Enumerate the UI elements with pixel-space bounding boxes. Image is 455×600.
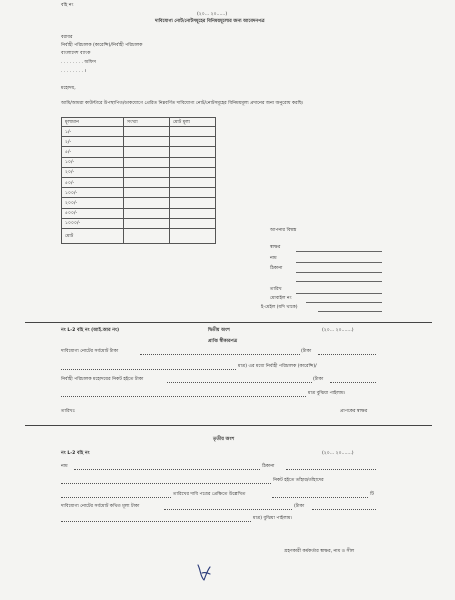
denomination-cell: ১০০/- — [62, 188, 124, 198]
table-row — [62, 167, 216, 177]
table-header-row — [62, 118, 216, 127]
part3-name-label: নাম — [61, 464, 68, 469]
part2-line4-field[interactable] — [61, 396, 306, 397]
part3-date-field[interactable] — [61, 497, 171, 498]
denomination-cell: ১০০০/- — [62, 218, 124, 228]
part3-line2: নিকট হইতে তাঁহার/তাঁহাদের — [273, 478, 324, 483]
handwritten-mark — [195, 562, 213, 584]
addressee-line4: . . . . . . . . । — [61, 69, 87, 74]
count-cell[interactable] — [124, 147, 170, 157]
denomination-cell: ৫০/- — [62, 177, 124, 187]
count-cell[interactable] — [124, 208, 170, 218]
part2-date-label: তারিখঃ — [61, 409, 76, 414]
part2-amount-words-field[interactable] — [318, 354, 376, 355]
part2-line1-b: (টাকা — [301, 349, 312, 354]
header-total-value: মোট মূল্য — [170, 118, 216, 127]
part2-serial-label: নং L-2 বহি নং (আই.আর নং) — [61, 328, 120, 333]
address-field-label: ঠিকানা — [270, 266, 283, 271]
count-cell[interactable] — [124, 137, 170, 147]
denomination-cell: ২/- — [62, 137, 124, 147]
date-field-line[interactable] — [296, 293, 382, 294]
part2-received-words-field[interactable] — [330, 382, 376, 383]
name-field-label: নাম — [270, 256, 277, 261]
section-divider — [25, 322, 432, 323]
mobile-field-label: মোবাইল নং — [270, 296, 292, 301]
denomination-cell: ২০/- — [62, 167, 124, 177]
mobile-field-line[interactable] — [306, 302, 382, 303]
addressee-line1: নির্বাহী পরিচালক (কারেন্সি)/নির্বাহী পরিচালক — [61, 43, 143, 48]
value-cell[interactable] — [170, 208, 216, 218]
form-title: দাবিযোগ্য নোট/নোটসমূহের বিনিময়মূল্যের জন্য আবেদনপত্র — [155, 19, 265, 24]
notes-table — [61, 117, 216, 244]
value-cell[interactable] — [170, 188, 216, 198]
part2-line2: মাত্র) এর মধ্যে নির্বাহী পরিচালক (কারেন্সি)/ — [238, 364, 317, 369]
value-cell[interactable] — [170, 218, 216, 228]
part3-value-words-field[interactable] — [312, 509, 376, 510]
value-cell[interactable] — [170, 137, 216, 147]
part2-amount-field[interactable] — [140, 354, 300, 355]
count-cell[interactable] — [124, 188, 170, 198]
table-row — [62, 127, 216, 137]
denomination-cell: ১/- — [62, 127, 124, 137]
count-cell[interactable] — [124, 198, 170, 208]
value-cell[interactable] — [170, 147, 216, 157]
value-cell[interactable] — [170, 198, 216, 208]
count-cell[interactable] — [124, 167, 170, 177]
part3-line2-field[interactable] — [61, 483, 271, 484]
part3-address-field[interactable] — [286, 469, 376, 470]
table-row — [62, 198, 216, 208]
part3-value-field[interactable] — [164, 509, 292, 510]
total-count-cell[interactable] — [124, 228, 170, 243]
part2-line1-a: দাবিযোগ্য নোটের সর্বমোট টাকা — [61, 349, 119, 354]
signature-field-label: স্বাক্ষর — [270, 245, 281, 250]
part3-line5-field[interactable] — [61, 521, 251, 522]
part3-address-label: ঠিকানা — [262, 464, 275, 469]
denomination-cell: ৫/- — [62, 147, 124, 157]
value-cell[interactable] — [170, 127, 216, 137]
table-row — [62, 147, 216, 157]
total-label-cell: মোট — [62, 228, 124, 243]
email-field-line[interactable] — [318, 311, 382, 312]
table-row — [62, 137, 216, 147]
denomination-cell: ১০/- — [62, 157, 124, 167]
serial-label: বহি নং — [61, 3, 74, 8]
part2-label: দ্বিতীয় অংশ — [208, 328, 230, 333]
part2-year-range: (২০... ২০.......) — [322, 328, 354, 333]
table-row — [62, 188, 216, 198]
email-field-label: ই-মেইল (যদি থাকে) — [261, 305, 298, 310]
officer-signature-label: গ্রহণকারী কর্মকর্তার স্বাক্ষর, নাম ও সীল — [284, 549, 355, 554]
value-cell[interactable] — [170, 177, 216, 187]
denomination-cell: ২০০/- — [62, 198, 124, 208]
section-divider-2 — [25, 425, 432, 426]
count-cell[interactable] — [124, 127, 170, 137]
part3-line3: তারিখের দাবি পত্রের প্রেক্ষিতে উল্লেখিত — [173, 492, 246, 497]
name-field-line[interactable] — [296, 262, 382, 263]
part2-line3-a: নির্বাহী পরিচালক মহোদয়ের নিকট হইতে টাকা — [61, 377, 144, 382]
part3-count-field[interactable] — [272, 497, 368, 498]
date-field-label: তারিখ — [270, 287, 282, 292]
year-range: (২০... ২০......) — [197, 12, 228, 17]
salutation: মহোদয়, — [61, 86, 76, 91]
body-text: আমি/আমরা কাউন্টারে উপস্থাপিত/ডাকযোগে প্রেরিত নিম্নবর্ণিত দাবিযোগ্য নোট/নোটসমূহের বিনিময়মূল্য প্রদানের জন্য অনুরোধ করছি। — [61, 101, 304, 106]
part3-line4-a: দাবিযোগ্য নোটের সর্বমোট কথিত মূল্য টাকা — [61, 504, 140, 509]
part3-line4-b: (টাকা — [294, 504, 305, 509]
addressee-line3: . . . . . . . . অফিস — [61, 60, 97, 65]
count-cell[interactable] — [124, 177, 170, 187]
header-count: সংখ্যা — [124, 118, 170, 127]
value-cell[interactable] — [170, 167, 216, 177]
table-row — [62, 177, 216, 187]
part3-line3-end: টি — [370, 492, 374, 497]
denomination-cell: ৫০০/- — [62, 208, 124, 218]
part3-serial-label: নং L-2 বহি নং — [61, 451, 90, 456]
part3-year-range: (২০... ২০.......) — [322, 451, 354, 456]
part3-name-field[interactable] — [74, 469, 260, 470]
signature-field-line[interactable] — [296, 251, 382, 252]
total-value-cell[interactable] — [170, 228, 216, 243]
count-cell[interactable] — [124, 218, 170, 228]
count-cell[interactable] — [124, 157, 170, 167]
table-row — [62, 157, 216, 167]
table-row — [62, 218, 216, 228]
part2-line3-b: (টাকা — [313, 377, 324, 382]
table-total-row — [62, 228, 216, 243]
addressee-line2: বাংলাদেশ ব্যাংক — [61, 51, 91, 56]
to-label: বরাবর — [61, 35, 73, 40]
receiver-signature-label: প্রাপকের স্বাক্ষর — [340, 409, 368, 414]
address-field-line-2[interactable] — [296, 281, 382, 282]
part3-line5: মাত্র) বুঝিয়া পাইলাম। — [253, 516, 293, 521]
table-row — [62, 208, 216, 218]
part2-line2-field[interactable] — [61, 369, 236, 370]
value-cell[interactable] — [170, 157, 216, 167]
closing-text: আপনার বিশ্বস্ত — [270, 228, 297, 233]
header-denomination: মূল্যমান — [62, 118, 124, 127]
receipt-title: প্রাপ্তি স্বীকারপত্র — [208, 339, 238, 344]
part2-received-amount-field[interactable] — [167, 382, 312, 383]
part3-label: তৃতীয় অংশ — [213, 437, 235, 442]
address-field-line[interactable] — [296, 272, 382, 273]
part2-line4: মাত্র বুঝিয়া পাইলাম। — [308, 391, 346, 396]
